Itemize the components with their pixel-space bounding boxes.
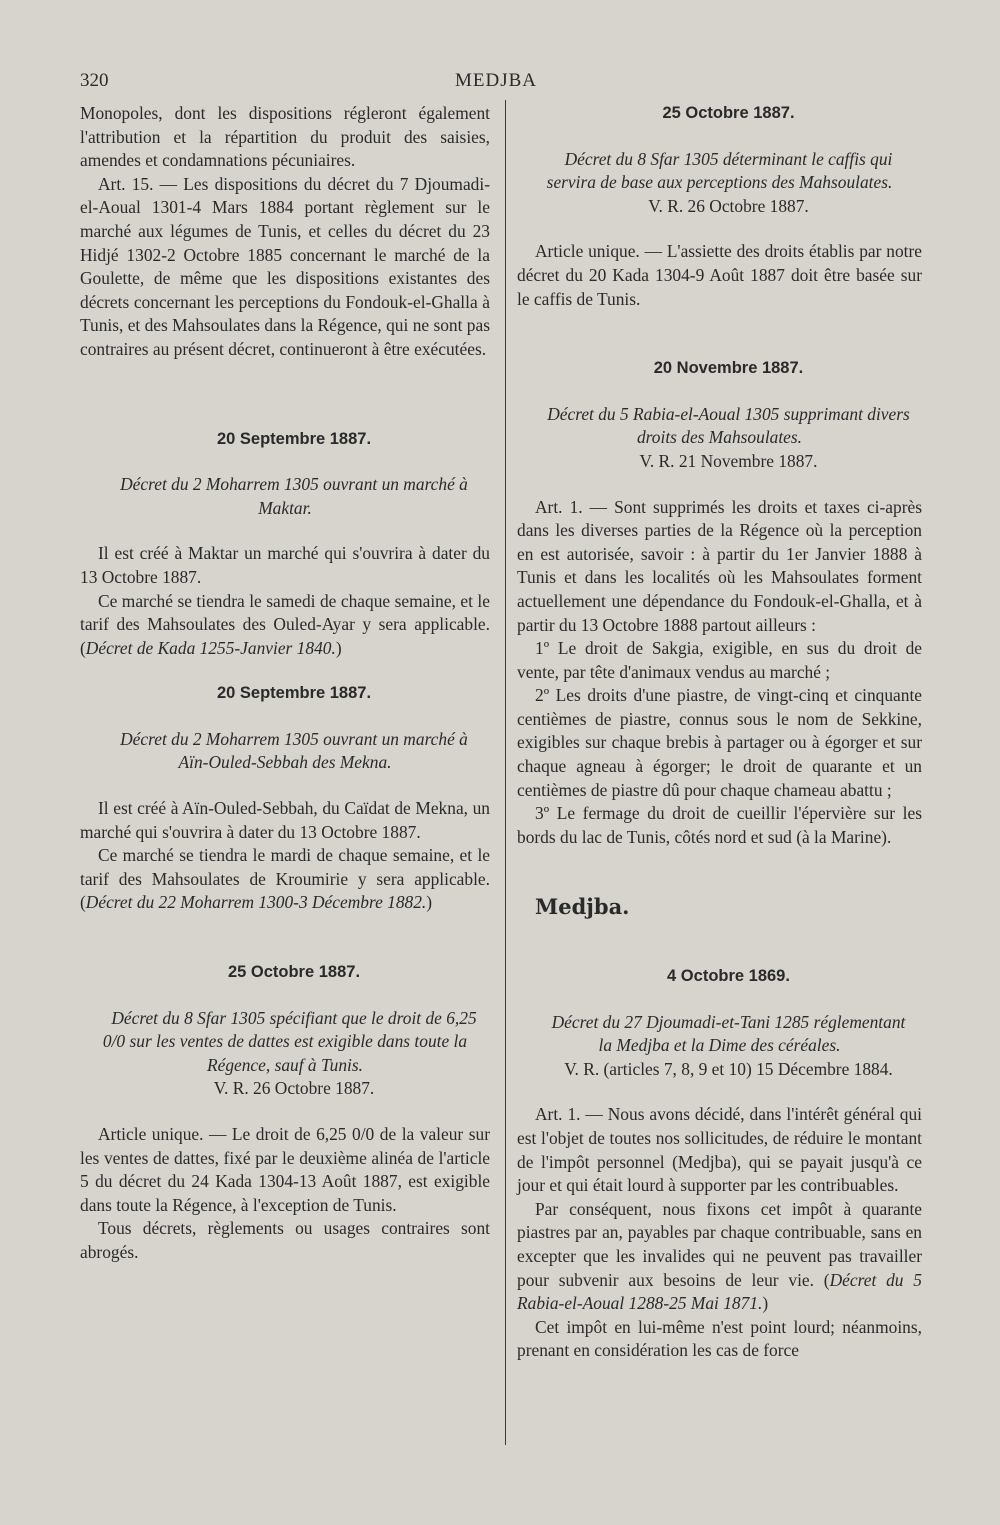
paragraph: Cet impôt en lui-même n'est point lourd; néanmoins, prenant en considération les cas de force: [517, 1316, 922, 1361]
page-number: 320: [80, 70, 109, 91]
paragraph: Ce marché se tiendra le samedi de chaque semaine, et le tarif des Mahsoulates des Ouled-Ayar y sera applicable. (Décret de Kada 1255-Janvier 1840.): [80, 590, 490, 658]
registration-note: V. R. 26 Octobre 1887.: [213, 1078, 375, 1099]
paragraph: 3º Le fermage du droit de cueillir l'épervière sur les bords du lac de Tunis, côtés nord et sud (à la Marine).: [517, 803, 922, 847]
paragraph: Par conséquent, nous fixons cet impôt à quarante piastres par an, payables par chaque contribuable, sans en excepter que les invalides qui ne peuvent pas travailler pour subvenir aux besoins de leur vie. (Décret du 5 Rabia-el-Aoual 1288-25 Mai 1871.): [517, 1198, 922, 1314]
paragraph: Monopoles, dont les dispositions régleront également l'attribution et la répartition du produit des saisies, amendes et condamnations pécuniaires.: [80, 103, 490, 171]
section-date: 20 Novembre 1887.: [653, 359, 804, 378]
registration-note: V. R. 21 Novembre 1887.: [639, 450, 818, 471]
paragraph: Tous décrets, règlements ou usages contraires sont abrogés.: [80, 1218, 490, 1262]
left-column: [80, 102, 490, 1265]
registration-note: V. R. 26 Octobre 1887.: [648, 195, 809, 216]
column-divider: [505, 100, 506, 1445]
section-date: 25 Octobre 1887.: [662, 104, 795, 122]
decree-summary: Décret du 2 Moharrem 1305 ouvrant un marché à Aïn-Ouled-Sebbah des Mekna.: [120, 728, 468, 773]
paragraph: Art. 1. — Nous avons décidé, dans l'intérêt général qui est l'objet de toutes nos sollicitudes, de réduire le montant de l'impôt personnel (Medjba), qui se payait jusqu'à ce jour et qui était lourd à supporter par les contribuables.: [517, 1104, 922, 1196]
section-date: 20 Septembre 1887.: [216, 429, 372, 448]
paragraph: Il est créé à Maktar un marché qui s'ouvrira à dater du 13 Octobre 1887.: [80, 543, 490, 587]
running-head: MEDJBA: [455, 70, 538, 91]
paragraph: Art. 1. — Sont supprimés les droits et taxes ci-après dans les diverses parties de la Régence où la perception en est autorisée, savoir : à partir du 1er Janvier 1888 à Tunis et dans les localités où les Mahsoulates forment actuellement une dépendance du Fondouk-el-Ghalla, et à partir du 13 Octobre 1888 partout ailleurs :: [517, 496, 922, 635]
paragraph: Il est créé à Aïn-Ouled-Sebbah, du Caïdat de Mekna, un marché qui s'ouvrira à dater du 13 Octobre 1887.: [80, 798, 490, 842]
citation: Décret du 22 Moharrem 1300-3 Décembre 1882.: [85, 892, 427, 913]
decree-summary: Décret du 8 Sfar 1305 déterminant le caffis qui servira de base aux perceptions des Mahsoulates.: [546, 148, 893, 193]
section-date: 4 Octobre 1869.: [667, 967, 790, 986]
decree-summary: Décret du 5 Rabia-el-Aoual 1305 supprimant divers droits des Mahsoulates.: [547, 403, 910, 448]
paragraph: 2º Les droits d'une piastre, de vingt-cinq et cinquante centièmes de piastre, connus sous le nom de Sekkine, exigibles sur chaque brebis à partager ou à égorger et sur chaque agneau à égorger; le droit de quarante et un centièmes de piastre dû pour chaque chameau abattu ;: [517, 685, 922, 800]
decree-summary: Décret du 27 Djoumadi-et-Tani 1285 réglementant la Medjba et la Dime des céréales.: [551, 1011, 906, 1056]
chapter-heading: Medjba.: [535, 894, 630, 920]
paragraph: Art. 15. — Les dispositions du décret du 7 Djoumadi-el-Aoual 1301-4 Mars 1884 portant règlement sur le marché aux légumes de Tunis, et celles du décret du 23 Hidjé 1302-2 Octobre 1885 concernant le marché de la Goulette, de même que les dispositions existantes des décrets concernant les perceptions du Fondouk-el-Ghalla à Tunis, et des Mahsoulates dans la Régence, qui ne sont pas contraires au présent décret, continueront à être exécutées.: [80, 173, 490, 359]
decree-summary: Décret du 2 Moharrem 1305 ouvrant un marché à Maktar.: [120, 474, 468, 518]
citation: Décret de Kada 1255-Janvier 1840.: [85, 637, 336, 658]
citation: Décret du 5 Rabia-el-Aoual 1288-25 Mai 1871.: [517, 1269, 922, 1314]
section-date: 20 Septembre 1887.: [216, 684, 372, 703]
right-column: [517, 102, 922, 1363]
decree-summary: Décret du 8 Sfar 1305 spécifiant que le droit de 6,25 0/0 sur les ventes de dattes est exigible dans toute la Régence, sauf à Tunis.: [102, 1007, 477, 1075]
paragraph: Article unique. — L'assiette des droits établis par notre décret du 20 Kada 1304-9 Août 1887 doit être basée sur le caffis de Tunis.: [517, 241, 922, 309]
registration-note: V. R. (articles 7, 8, 9 et 10) 15 Décembre 1884.: [564, 1058, 893, 1079]
paragraph: 1º Le droit de Sakgia, exigible, en sus du droit de vente, par tête d'animaux vendus au marché ;: [517, 638, 922, 682]
paragraph: Ce marché se tiendra le mardi de chaque semaine, et le tarif des Mahsoulates de Kroumirie y sera applicable. (Décret du 22 Moharrem 1300-3 Décembre 1882.): [80, 845, 490, 913]
section-date: 25 Octobre 1887.: [227, 963, 361, 982]
paragraph: Article unique. — Le droit de 6,25 0/0 de la valeur sur les ventes de dattes, fixé par le deuxième alinéa de l'article 5 du décret du 24 Kada 1304-13 Août 1887, est exigible dans toute la Régence, à l'exception de Tunis.: [80, 1124, 490, 1215]
